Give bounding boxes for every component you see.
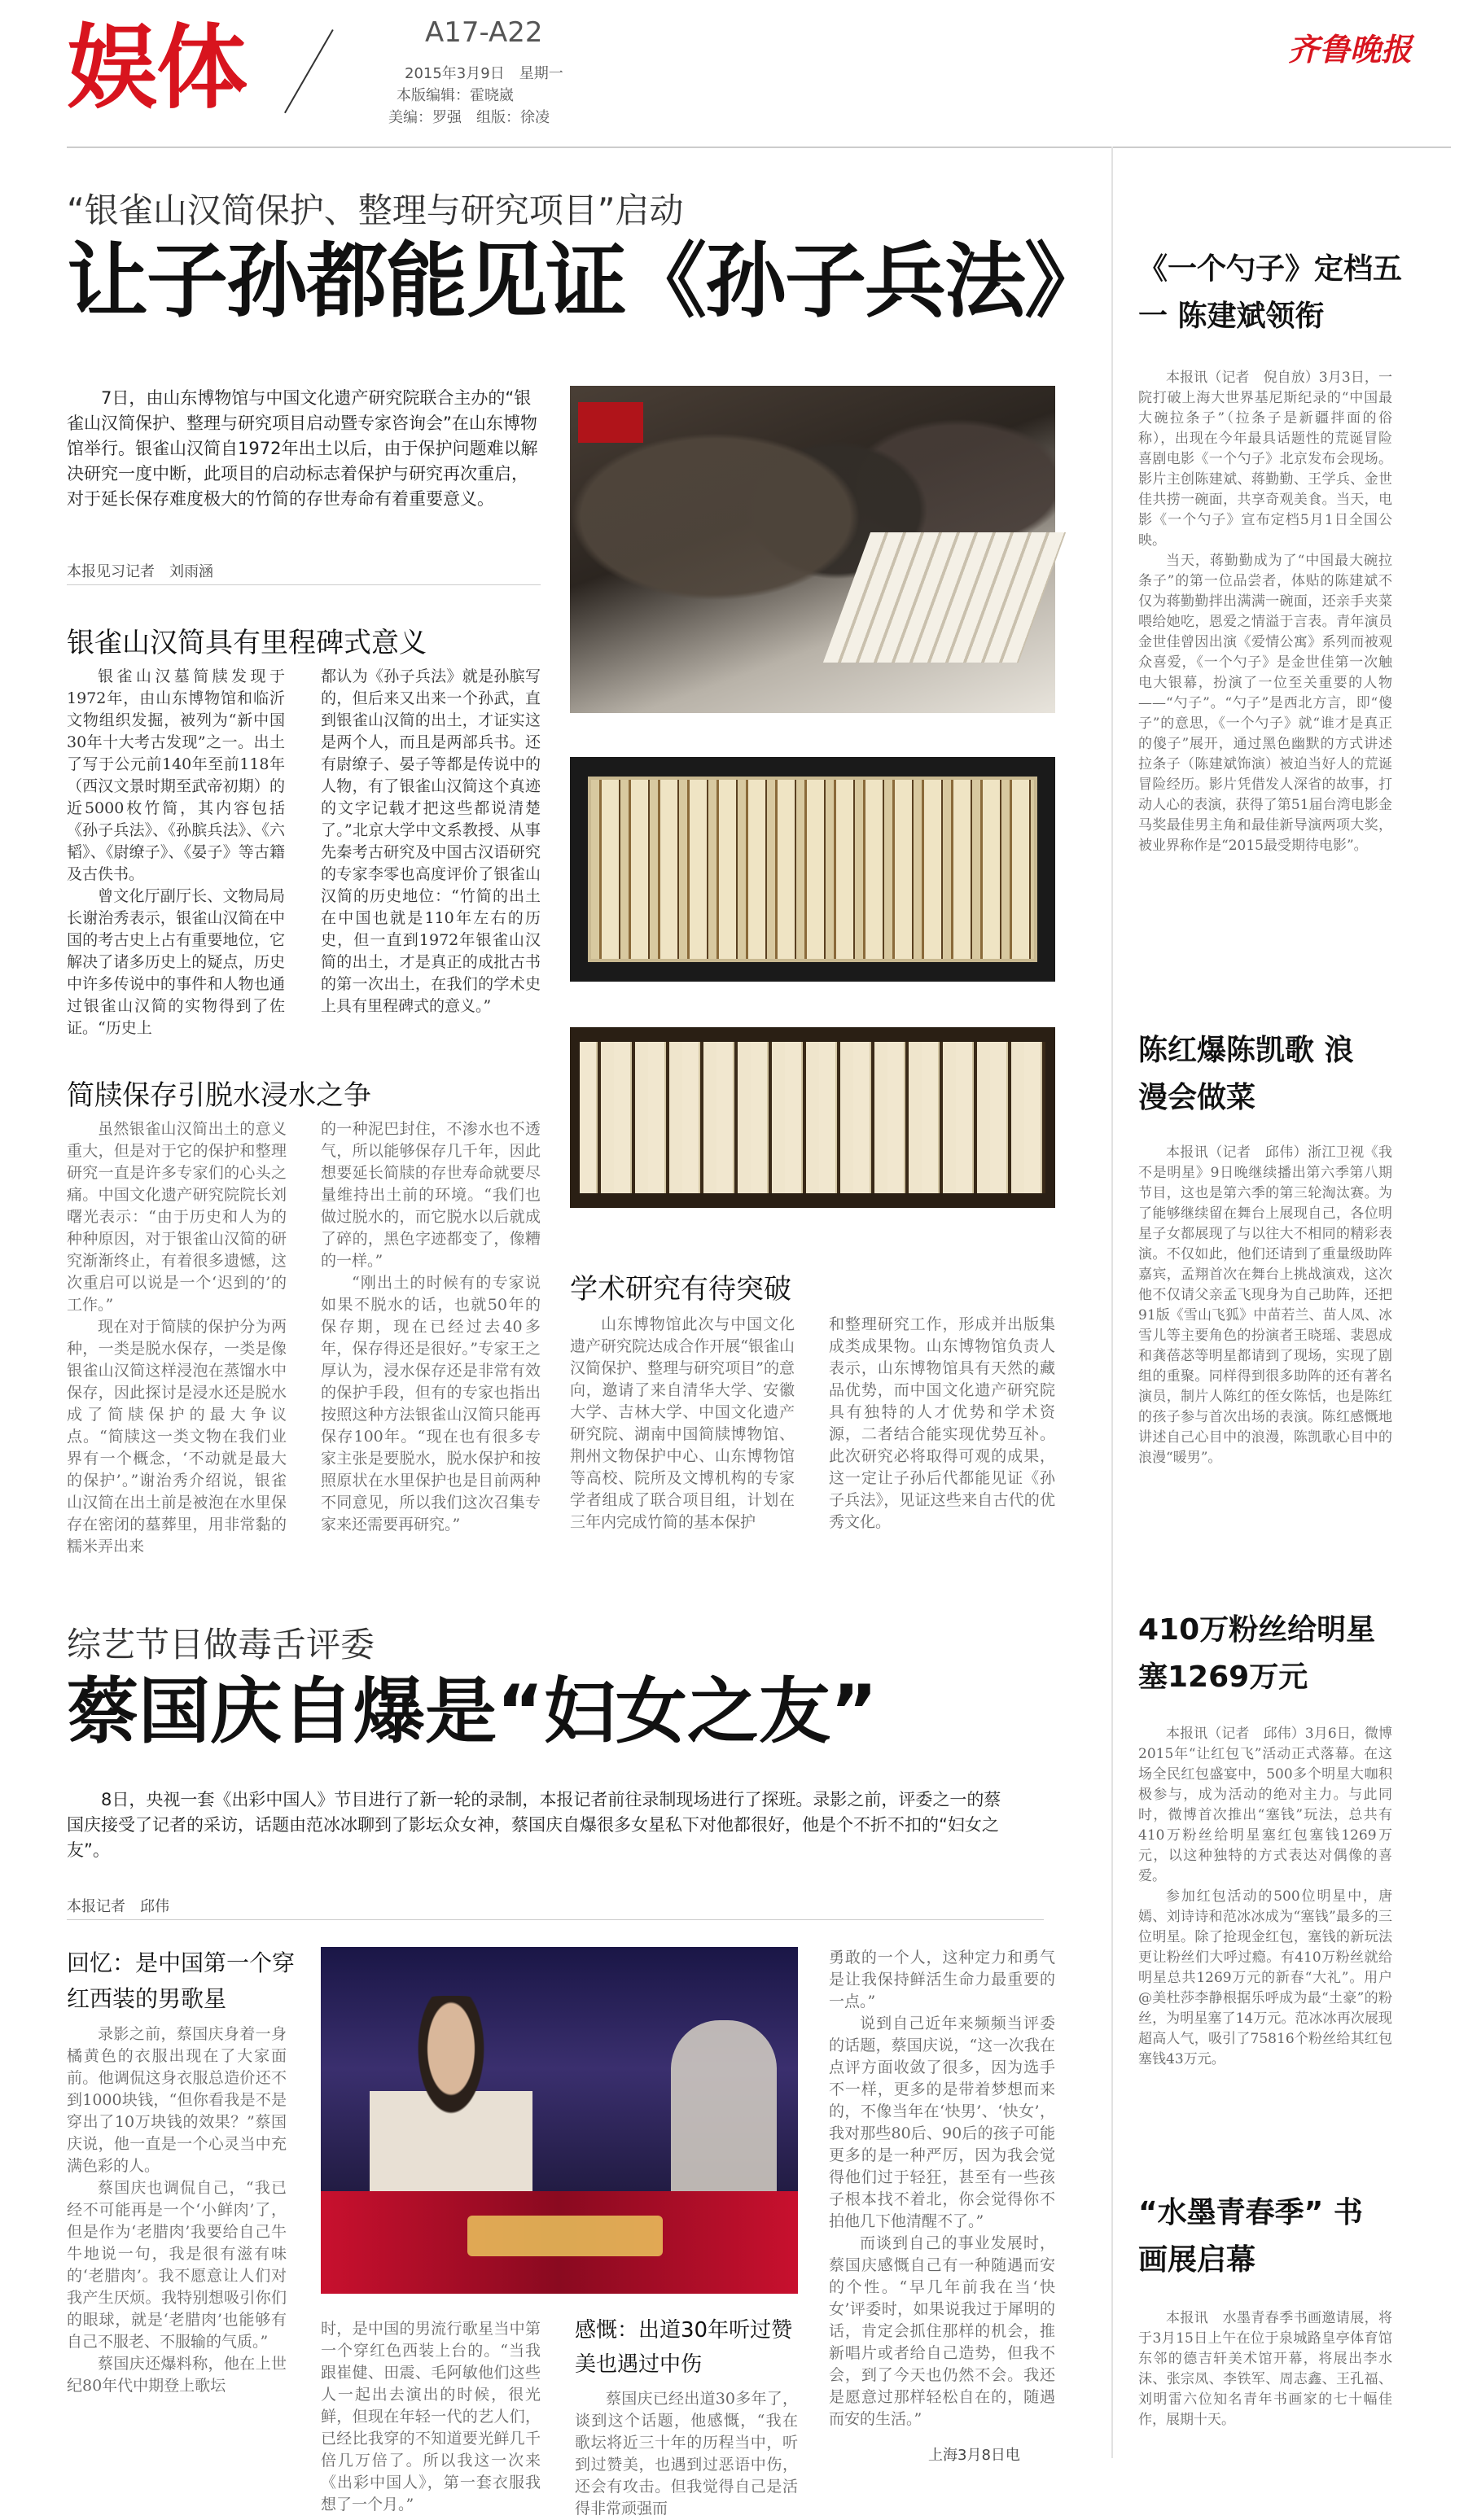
side-news4-body: 本报讯 水墨青春季书画邀请展，将于3月15日上午在位于泉城路皇亭体育馆东邻的德吉轩美术馆开幕，将展出李水沫、张宗凤、李铁军、周志鑫、王孔福、刘明雷六位知名青年书画家的七十幅佳作，展期十天。 (1138, 2310, 1392, 2428)
side-news1-title: 《一个勺子》定档五一 陈建斌领衔 (1138, 252, 1403, 333)
newspaper-logo: 齐鲁晚报 (1288, 31, 1413, 68)
article2-lead: 8日，央视一套《出彩中国人》节目进行了新一轮的录制，本报记者前往录制现场进行了探班。录影之前，评委之一的蔡国庆接受了记者的采访，话题由范冰冰聊到了影坛众女神，蔡国庆自爆很多女星私下对他都很好，他是个不折不扣的“妇女之友”。 (67, 1790, 1001, 1860)
masthead-rule (67, 147, 1451, 148)
bamboo-tubes-photo (570, 1027, 1055, 1208)
masthead (67, 15, 1435, 137)
article2-byline: 本报记者 邱伟 (67, 1898, 169, 1915)
column-rule (1111, 147, 1113, 2458)
article2-dateline: 上海3月8日电 (928, 2447, 1020, 2464)
article1-s1-col2: 都认为《孙子兵法》就是孙膑写的，但后来又出来一个孙武，直到银雀山汉简的出土，才证实这是两个人，而且是两部兵书。还有尉缭子、晏子等都是传说中的人物，有了银雀山汉简这个真迹的文字记载才把这些都说清楚了。”北京大学中文系教授、从事先秦考古研究及中国古汉语研究的专家李零也高度评价了银雀山汉简的历史地位：“竹简的出土在中国也就是110年左右的历史，但一直到1972年银雀山汉简的出土，才是真正的成批古书的第一次出土，在我们的学术史上具有里程碑式的意义。” (321, 667, 541, 1015)
article2-col2: 时，是中国的男流行歌星当中第一个穿红色西装上台的。“当我跟崔健、田震、毛阿敏他们这些人一起出去演出的时候，很光鲜，但现在年轻一代的艺人们，已经比我穿的不知道要光鲜几千倍几万倍了。所以我这一次来《出彩中国人》，第一套衣服我想了一个月。” (321, 2320, 541, 2513)
article1-s2-col2: 的一种泥巴封住，不渗水也不透气，所以能够保存几千年，因此想要延长简牍的存世寿命就要尽量维持出土前的环境。“我们也做过脱水的，而它脱水以后就成了碎的，黑色字迹都变了，像糟的一样。” “刚出土的时候有的专家说如果不脱水的话，也就50年的保存期，现在已经过去40多年，保存得还是很好。”专家王之厚认为，浸水保存还是非常有效的保护手段，但有的专家也指出按照这种方法银雀山汉简只能再保存100年。“现在也有很多专家主张是要脱水，脱水保护和按照原状在水里保护也是目前两种不同意见，所以我们这次召集专家来还需要再研究。” (321, 1120, 541, 1533)
editor-line: 本版编辑：霍晓崴 (397, 87, 514, 104)
side-news3-body: 本报讯（记者 邱伟）3月6日，微博2015年“让红包飞”活动正式落幕。在这场全民红包盛宴中，500多个明星大咖积极参与，成为活动的绝对主力。与此同时，微博首次推出“塞钱”玩法，总共有410万粉丝给明星塞红包塞钱1269万元，以这种独特的方式表达对偶像的喜爱。 参加红包活动的500位明星中，唐嫣、刘诗诗和范冰冰成为“塞钱”最多的三位明星。除了抢现金红包，塞钱的新玩法更让粉丝们大呼过瘾。有410万粉丝就给明星总共1269万元的新春“大礼”。用户@美杜莎李静根据乐呼成为最“土豪”的粉丝，为明星塞了14万元。范冰冰再次展现超高人气，吸引了75816个粉丝给其红包塞钱43万元。 (1138, 1726, 1392, 2067)
masthead-divider (284, 29, 334, 113)
article2-subhead-1: 回忆：是中国第一个穿红西装的男歌星 (67, 1949, 296, 2012)
article2-col4: 勇敢的一个人，这种定力和勇气是让我保持鲜活生命力最重要的一点。” 说到自己近年来频频当评委的话题，蔡国庆说，“这一次我在点评方面收敛了很多，因为选手不一样，更多的是带着梦想而来的，不像当年在‘快男’、‘快女’，我对那些80后、90后的孩子可能更多的是一种严厉，因为我会觉得他们过于轻狂，甚至有一些孩子根本找不着北，你会觉得你不拍他几下他清醒不了。” 而谈到自己的事业发展时，蔡国庆感慨自己有一种随遇而安的个性。“早几年前我在当‘快女’评委时，如果说我过于犀明的话，肯定会抓住那样的机会，推新唱片或者给自己造势，但我不会，到了今天也仍然不会。我还是愿意过那样轻松自在的，随遇而安的生活。” (829, 1949, 1055, 2428)
article2-subhead-2: 感慨：出道30年听过赞美也遇过中伤 (575, 2318, 793, 2377)
article2-col1: 录影之前，蔡国庆身着一身橘黄色的衣服出现在了大家面前。他调侃这身衣服总造价还不到1000块钱，“但你看我是不是穿出了10万块钱的效果？”蔡国庆说，他一直是一个心灵当中充满色彩的人。 蔡国庆也调侃自己，“我已经不可能再是一个‘小鲜肉’了，但是作为‘老腊肉’我要给自己牛牛地说一句，我是很有滋有味的‘老腊肉’。我不愿意让人们对我产生厌烦。我特别想吸引你们的眼球，就是‘老腊肉’也能够有自己不服老、不服输的气质。” 蔡国庆还爆料称，他在上世纪80年代中期登上歌坛 (67, 2025, 287, 2395)
art-line: 美编：罗强 组版：徐凌 (388, 109, 550, 126)
article1-subhead-3: 学术研究有待突破 (570, 1273, 791, 1306)
side-news4-title: “水墨青春季” 书画展启幕 (1138, 2196, 1363, 2277)
article1-s1-col1: 银雀山汉墓简牍发现于1972年，由山东博物馆和临沂文物组织发掘，被列为“新中国30年十大考古发现”之一。出土了写于公元前140年至前118年（西汉文景时期至武帝初期）的近5000枚竹简，其内容包括《孙子兵法》、《孙膑兵法》、《六韬》、《尉缭子》、《晏子》等古籍及古佚书。 曾文化厅副厅长、文物局局长谢治秀表示，银雀山汉简在中国的考古史上占有重要地位，它解决了诸多历史上的疑点，历史中许多传说中的事件和人物也通过银雀山汉简的实物得到了佐证。“历史上 (67, 667, 285, 1037)
article2-col3: 蔡国庆已经出道30多年了，谈到这个话题，他感慨，“我在歌坛将近三十年的历程当中，听到过赞美，也遇到过恶语中伤，还会有攻击。但我觉得自己是活得非常顽强而 (575, 2390, 798, 2518)
article1-kicker: “银雀山汉简保护、整理与研究项目”启动 (67, 190, 684, 230)
side-news2-body: 本报讯（记者 邱伟）浙江卫视《我不是明星》9日晚继续播出第六季第八期节目，这也是第六季的第三轮淘汰赛。为了能够继续留在舞台上展现自己，各位明星子女都展现了与以往大不相同的精彩表演。不仅如此，他们还请到了重量级助阵嘉宾，孟翔首次在舞台上挑战演戏，这次他不仅请父亲孟飞现身为自己助阵，还把91版《雪山飞狐》中苗若兰、苗人凤、冰雪儿等主要角色的扮演者王晓瑶、裴恩成和龚蓓苾等明星都请到了现场，实现了剧组的重聚。同样得到很多助阵的还有著名演员，制片人陈红的侄女陈恬，也是陈红的孩子参与首次出场的表演。陈红感慨地讲述自己心目中的浪漫，陈凯歌心目中的浪漫“暖男”。 (1138, 1144, 1392, 1466)
museum-photo (570, 386, 1055, 713)
article1-lead: 7日，由山东博物馆与中国文化遗产研究院联合主办的“银雀山汉简保护、整理与研究项目启动暨专家咨询会”在山东博物馆举行。银雀山汉简自1972年出土以后，由于保护问题难以解决研究一度中断，此项目的启动标志着保护与研究再次重启，对于延长保存难度极大的竹简的存世寿命有着重要意义。 (67, 388, 538, 509)
article2-kicker: 综艺节目做毒舌评委 (67, 1625, 375, 1665)
article1-byline: 本报见习记者 刘雨涵 (67, 563, 213, 580)
judge-stage-photo (321, 1947, 798, 2294)
date-line: 2015年3月9日 星期一 (405, 65, 563, 82)
side-news1-body: 本报讯（记者 倪自放）3月3日，一院打破上海大世界基尼斯纪录的“中国最大碗拉条子”（拉条子是新疆拌面的俗称），出现在今年最具话题性的荒诞冒险喜剧电影《一个勺子》北京发布会现场。影片主创陈建斌、蒋勤勤、王学兵、金世佳共捞一碗面，共享奇观美食。当天，电影《一个勺子》宣布定档5月1日全国公映。 当天，蒋勤勤成为了“中国最大碗拉条子”的第一位品尝者，体贴的陈建斌不仅为蒋勤勤拌出满满一碗面，还亲手夹菜喂给她吃，恩爱之情溢于言表。青年演员金世佳曾因出演《爱情公寓》系列而被观众喜爱，《一个勺子》是金世佳第一次触电大银幕，扮演了一位至关重要的人物——“勺子”。“勺子”是西北方言，即“傻子”的意思，《一个勺子》就“谁才是真正的傻子”展开，通过黑色幽默的方式讲述拉条子（陈建斌饰演）被迫当好人的荒诞冒险经历。影片凭借发人深省的故事，打动人心的表演，获得了第51届台湾电影金马奖最佳男主角和最佳新导演两项大奖，被业界称作是“2015最受期待电影”。 (1138, 370, 1392, 854)
byline-rule-2 (67, 1919, 1044, 1920)
article1-subhead-1: 银雀山汉简具有里程碑式意义 (67, 627, 427, 659)
article1-subhead-2: 简牍保存引脱水浸水之争 (67, 1079, 371, 1112)
article2-headline: 蔡国庆自爆是“妇女之友” (67, 1669, 878, 1753)
side-news3-title: 410万粉丝给明星塞1269万元 (1138, 1613, 1376, 1694)
side-news2-title: 陈红爆陈凯歌 浪漫会做菜 (1138, 1034, 1354, 1114)
article1-headline: 让子孙都能见证《孙子兵法》 (67, 234, 1104, 329)
page-range: A17-A22 (425, 16, 543, 49)
article1-s3-col2: 和整理研究工作，形成并出版集成类成果物。山东博物馆负责人表示，山东博物馆具有天然的藏品优势，而中国文化遗产研究院具有独特的人才优势和学术资源，二者结合能实现优势互补。此次研究必将取得可观的成果，这一定让子孙后代都能见证《孙子兵法》，见证这些来自古代的优秀文化。 (829, 1315, 1055, 1531)
article1-s2-col1: 虽然银雀山汉简出土的意义重大，但是对于它的保护和整理研究一直是许多专家们的心头之痛。中国文化遗产研究院院长刘曙光表示：“由于历史和人为的种种原因，对于银雀山汉简的研究渐渐终止，有着很多遗憾，这次重启可以说是一个‘迟到的’的工作。” 现在对于简牍的保护分为两种，一类是脱水保存，一类是像银雀山汉简这样浸泡在蒸馏水中保存，因此探讨是浸水还是脱水成了简牍保护的最大争议点。“简牍这一类文物在我们业界有一个概念，‘不动就是最大的保护’。”谢治秀介绍说，银雀山汉简在出土前是被泡在水里保存在密闭的墓葬里，用非常黏的糯米弄出来 (67, 1120, 287, 1555)
section-title: 娱体 (67, 15, 246, 121)
bamboo-slip-photo (570, 757, 1055, 982)
article1-s3-col1: 山东博物馆此次与中国文化遗产研究院达成合作开展“银雀山汉简保护、整理与研究项目”的意向，邀请了来自清华大学、安徽大学、吉林大学、中国文化遗产研究院、湖南中国简牍博物馆、荆州文物保护中心、山东博物馆等高校、院所及文博机构的专家学者组成了联合项目组，计划在三年内完成竹简的基本保护 (570, 1315, 795, 1531)
byline-rule (67, 584, 541, 585)
